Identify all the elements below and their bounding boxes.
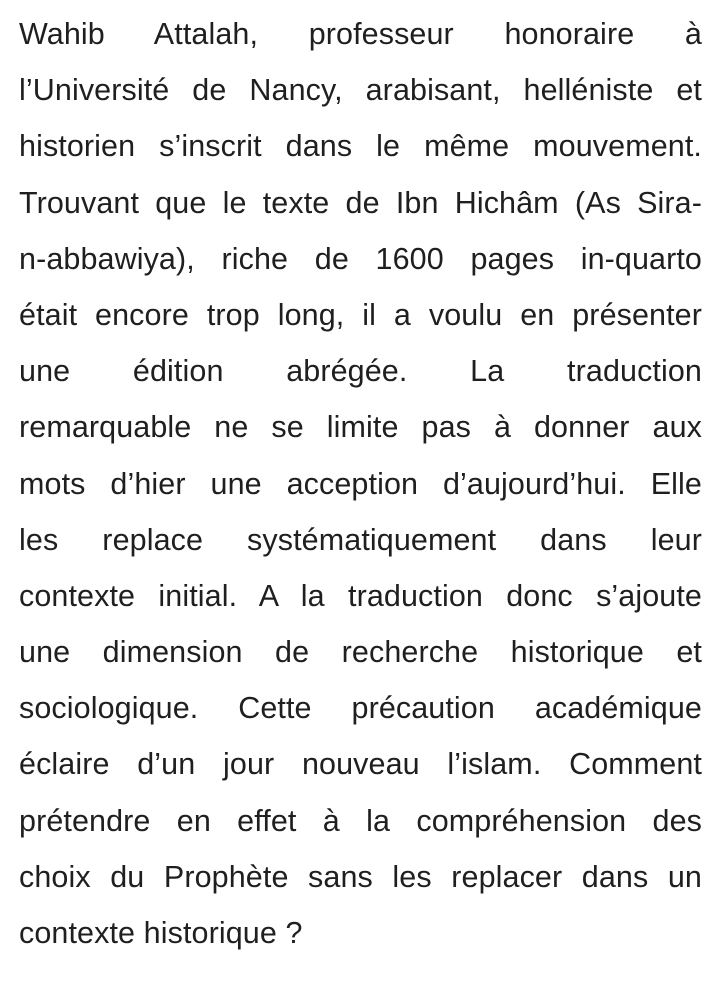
text-line: historien s’inscrit dans le même mouvement. (19, 129, 702, 164)
text-line: sociologique. Cette précaution académique (19, 691, 702, 726)
text-line-last: contexte historique ? (19, 916, 303, 950)
text-line: une édition abrégée. La traduction (19, 354, 702, 389)
text-line: n-abbawiya), riche de 1600 pages in-quarto (19, 241, 702, 276)
article-paragraph (19, 6, 702, 961)
text-line: remarquable ne se limite pas à donner aux (19, 410, 702, 445)
text-line: les replace systématiquement dans leur (19, 522, 702, 557)
text-line: une dimension de recherche historique et (19, 635, 702, 670)
text-line: Trouvant que le texte de Ibn Hichâm (As Sira- (19, 185, 702, 220)
text-line: choix du Prophète sans les replacer dans un (19, 859, 702, 894)
text-line: éclaire d’un jour nouveau l’islam. Comment (19, 747, 702, 782)
text-line: Wahib Attalah, professeur honoraire à (19, 17, 702, 51)
text-line: mots d’hier une acception d’aujourd’hui. Elle (19, 466, 702, 501)
text-line: était encore trop long, il a voulu en présenter (19, 297, 702, 332)
text-line: l’Université de Nancy, arabisant, helléniste et (19, 73, 702, 108)
text-line: contexte initial. A la traduction donc s’ajoute (19, 578, 702, 613)
text-line: prétendre en effet à la compréhension des (19, 803, 702, 838)
